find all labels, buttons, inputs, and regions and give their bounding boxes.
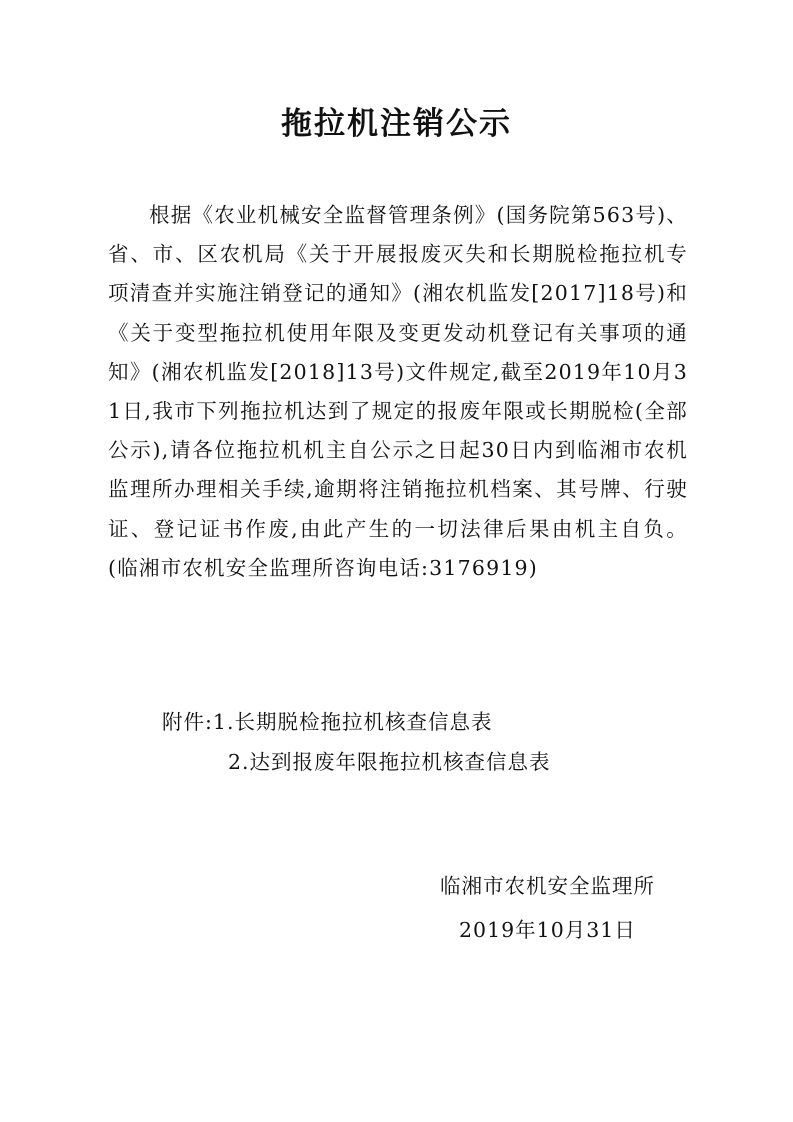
attachment-1: 附件:1.长期脱检拖拉机核查信息表 xyxy=(162,710,493,734)
document-title: 拖拉机注销公示 xyxy=(281,106,512,142)
notice-body: 根据《农业机械安全监督管理条例》(国务院第563号)、省、市、区农机局《关于开展报废灭失和长期脱检拖拉机专项清查并实施注销登记的通知》(湘农机监发[2017]18号)和《关于变型拖拉机使用年限及变更发动机登记有关事项的通知》(湘农机监发[2018]13号)文件规定,截至2019年10月31日,我市下列拖拉机达到了规定的报废年限或长期脱检(全部公示),请各位拖拉机机主自公示之日起30日内到临湘市农机监理所办理相关手续,逾期将注销拖拉机档案、其号牌、行驶证、登记证书作废,由此产生的一切法律后果由机主自负。(临湘市农机安全监理所咨询电话:3176919) xyxy=(108,203,688,580)
signature-date: 2019年10月31日 xyxy=(459,918,636,942)
attachment-2: 2.达到报废年限拖拉机核查信息表 xyxy=(228,750,551,774)
signature-organization: 临湘市农机安全监理所 xyxy=(440,874,655,898)
